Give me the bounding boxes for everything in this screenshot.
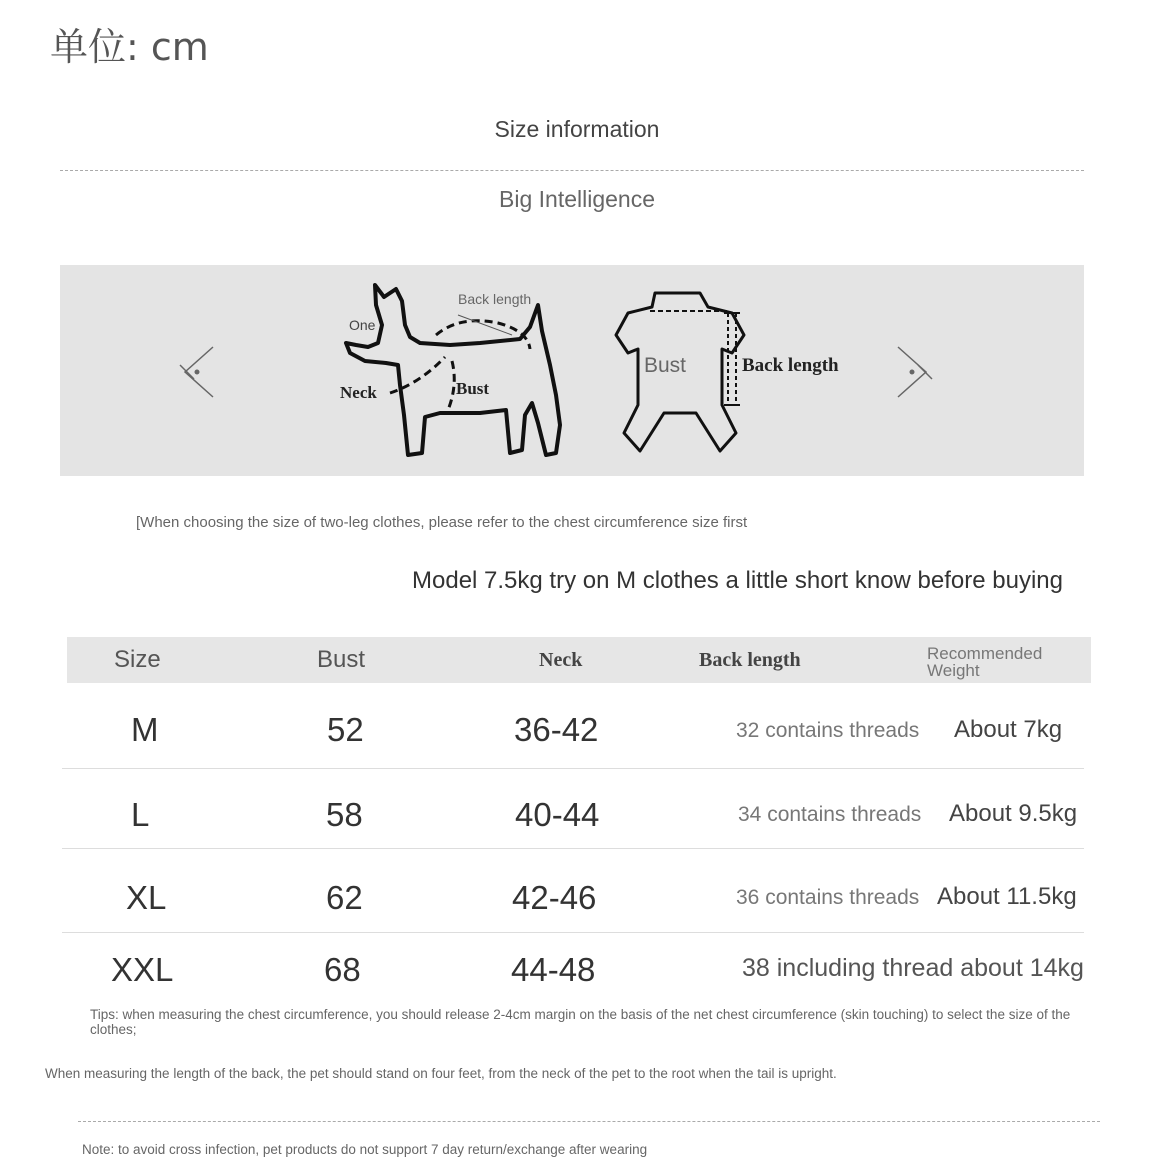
row-xl-neck: 42-46 (512, 879, 597, 916)
header-weight: Recommended Weight (927, 644, 1043, 680)
page-subtitle: Big Intelligence (499, 186, 655, 212)
header-bust: Bust (317, 646, 366, 673)
page-title: Size information (494, 116, 660, 142)
row-m-weight: About 7kg (954, 716, 1063, 743)
row-m-thread: 32 contains threads (736, 719, 920, 742)
divider-top (60, 170, 1084, 171)
row-divider (62, 932, 1084, 933)
row-divider (62, 848, 1084, 849)
row-xxl-neck: 44-48 (511, 951, 596, 988)
header-back-length: Back length (699, 649, 801, 671)
row-l-size: L (131, 796, 150, 833)
label-bust-garment: Bust (644, 354, 687, 377)
table-header (67, 637, 1091, 683)
row-m-neck: 36-42 (514, 711, 599, 748)
diagram-illustration (60, 265, 1084, 476)
row-xxl-bust: 68 (324, 951, 361, 988)
row-xl-weight: About 11.5kg (937, 883, 1077, 910)
row-xxl-thread-weight: 38 including thread about 14kg (742, 954, 1084, 982)
header-neck: Neck (539, 649, 583, 671)
label-back-length-dog: Back length (458, 291, 532, 307)
return-note: Note: to avoid cross infection, pet products do not support 7 day return/exchange after wearing (82, 1142, 648, 1157)
label-neck: Neck (340, 383, 377, 402)
row-l-neck: 40-44 (515, 796, 600, 833)
model-note: Model 7.5kg try on M clothes a little short know before buying (412, 567, 1063, 594)
label-back-length-garment: Back length (742, 355, 839, 376)
row-xl-thread: 36 contains threads (736, 886, 920, 909)
header-size: Size (114, 646, 161, 673)
row-l-weight: About 9.5kg (949, 800, 1078, 827)
row-l-bust: 58 (326, 796, 363, 833)
prev-arrow-icon[interactable] (180, 347, 213, 397)
row-m-bust: 52 (327, 711, 364, 748)
divider-bottom (78, 1121, 1100, 1122)
tip-back: When measuring the length of the back, the pet should stand on four feet, from the neck of the pet to the root when the tail is upright. (45, 1066, 837, 1081)
two-leg-note: [When choosing the size of two-leg clothes, please refer to the chest circumference size first (136, 514, 748, 531)
next-arrow-icon[interactable] (898, 347, 932, 397)
unit-label: 单位: cm (50, 25, 209, 69)
dog-outline-icon (346, 285, 560, 455)
bust-dashes (448, 361, 454, 410)
row-xl-bust: 62 (326, 879, 363, 916)
row-m-size: M (131, 711, 159, 748)
row-l-thread: 34 contains threads (738, 803, 922, 826)
label-bust-dog: Bust (456, 379, 490, 398)
tip-chest: Tips: when measuring the chest circumference, you should release 2-4cm margin on the basis of the net chest circumference (skin touching) to select the size of the clothes; (90, 1007, 1071, 1037)
row-xl-size: XL (126, 879, 167, 916)
label-one: One (349, 317, 376, 333)
row-xxl-size: XXL (111, 951, 174, 988)
row-divider (62, 768, 1084, 769)
size-diagram (60, 265, 1084, 476)
